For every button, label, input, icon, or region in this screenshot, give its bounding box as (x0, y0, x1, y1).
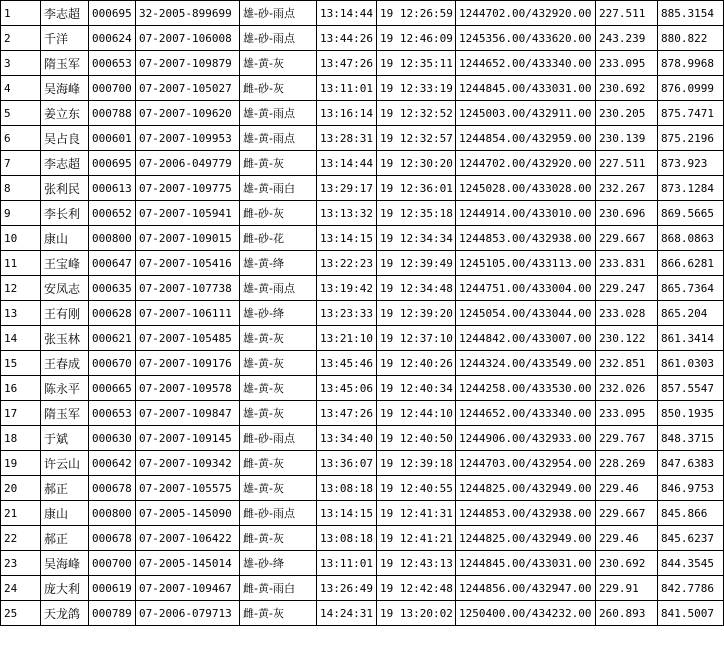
coordinates-cell: 1244652.00/433340.00 (456, 401, 596, 426)
table-row (1, 51, 724, 76)
name-cell: 庞大利 (41, 576, 89, 601)
arrival-time-cell: 19 12:30:20 (377, 151, 456, 176)
ring-number-cell: 07-2007-109578 (136, 376, 240, 401)
ring-number-cell: 07-2007-106111 (136, 301, 240, 326)
rank-cell: 2 (1, 26, 41, 51)
distance-cell: 233.028 (596, 301, 658, 326)
distance-cell: 232.026 (596, 376, 658, 401)
member-id-cell: 000628 (89, 301, 136, 326)
name-cell: 张利民 (41, 176, 89, 201)
rank-cell: 25 (1, 601, 41, 626)
bird-description-cell: 雌-砂-灰 (240, 76, 317, 101)
member-id-cell: 000652 (89, 201, 136, 226)
bird-description-cell: 雄-砂-雨点 (240, 26, 317, 51)
distance-cell: 230.122 (596, 326, 658, 351)
bird-description-cell: 雄-黄-灰 (240, 351, 317, 376)
release-time-cell: 13:21:10 (317, 326, 377, 351)
bird-description-cell: 雄-黄-绛 (240, 251, 317, 276)
coordinates-cell: 1245028.00/433028.00 (456, 176, 596, 201)
speed-cell: 873.1284 (658, 176, 724, 201)
member-id-cell: 000630 (89, 426, 136, 451)
distance-cell: 230.692 (596, 551, 658, 576)
name-cell: 于斌 (41, 426, 89, 451)
rank-cell: 20 (1, 476, 41, 501)
distance-cell: 229.667 (596, 501, 658, 526)
ring-number-cell: 07-2007-109467 (136, 576, 240, 601)
arrival-time-cell: 19 12:41:21 (377, 526, 456, 551)
bird-description-cell: 雄-黄-灰 (240, 476, 317, 501)
coordinates-cell: 1245003.00/432911.00 (456, 101, 596, 126)
release-time-cell: 13:28:31 (317, 126, 377, 151)
member-id-cell: 000635 (89, 276, 136, 301)
coordinates-cell: 1244825.00/432949.00 (456, 526, 596, 551)
coordinates-cell: 1244702.00/432920.00 (456, 1, 596, 26)
rank-cell: 6 (1, 126, 41, 151)
arrival-time-cell: 19 12:36:01 (377, 176, 456, 201)
distance-cell: 229.247 (596, 276, 658, 301)
ring-number-cell: 07-2007-109176 (136, 351, 240, 376)
release-time-cell: 13:14:15 (317, 226, 377, 251)
rank-cell: 19 (1, 451, 41, 476)
rank-cell: 15 (1, 351, 41, 376)
ring-number-cell: 07-2007-109145 (136, 426, 240, 451)
coordinates-cell: 1244324.00/433549.00 (456, 351, 596, 376)
distance-cell: 233.831 (596, 251, 658, 276)
table-row (1, 376, 724, 401)
bird-description-cell: 雌-黄-灰 (240, 151, 317, 176)
member-id-cell: 000678 (89, 526, 136, 551)
ring-number-cell: 07-2005-145090 (136, 501, 240, 526)
coordinates-cell: 1245105.00/433113.00 (456, 251, 596, 276)
ring-number-cell: 07-2007-105485 (136, 326, 240, 351)
arrival-time-cell: 19 12:39:20 (377, 301, 456, 326)
member-id-cell: 000700 (89, 76, 136, 101)
coordinates-cell: 1244702.00/432920.00 (456, 151, 596, 176)
arrival-time-cell: 19 12:26:59 (377, 1, 456, 26)
rank-cell: 23 (1, 551, 41, 576)
arrival-time-cell: 19 13:20:02 (377, 601, 456, 626)
distance-cell: 233.095 (596, 401, 658, 426)
release-time-cell: 13:11:01 (317, 76, 377, 101)
member-id-cell: 000800 (89, 501, 136, 526)
member-id-cell: 000700 (89, 551, 136, 576)
arrival-time-cell: 19 12:40:26 (377, 351, 456, 376)
bird-description-cell: 雌-黄-灰 (240, 601, 317, 626)
rank-cell: 18 (1, 426, 41, 451)
name-cell: 康山 (41, 501, 89, 526)
speed-cell: 869.5665 (658, 201, 724, 226)
rank-cell: 10 (1, 226, 41, 251)
member-id-cell: 000695 (89, 151, 136, 176)
table-row (1, 301, 724, 326)
ring-number-cell: 07-2007-106422 (136, 526, 240, 551)
member-id-cell: 000653 (89, 51, 136, 76)
coordinates-cell: 1244856.00/432947.00 (456, 576, 596, 601)
name-cell: 姜立东 (41, 101, 89, 126)
name-cell: 隋玉军 (41, 401, 89, 426)
arrival-time-cell: 19 12:32:52 (377, 101, 456, 126)
bird-description-cell: 雌-黄-灰 (240, 451, 317, 476)
speed-cell: 857.5547 (658, 376, 724, 401)
speed-cell: 848.3715 (658, 426, 724, 451)
name-cell: 王春成 (41, 351, 89, 376)
name-cell: 郝正 (41, 526, 89, 551)
distance-cell: 233.095 (596, 51, 658, 76)
rank-cell: 14 (1, 326, 41, 351)
ring-number-cell: 07-2007-109342 (136, 451, 240, 476)
table-row (1, 551, 724, 576)
rank-cell: 22 (1, 526, 41, 551)
release-time-cell: 13:08:18 (317, 526, 377, 551)
release-time-cell: 13:22:23 (317, 251, 377, 276)
name-cell: 吴占良 (41, 126, 89, 151)
table-row (1, 576, 724, 601)
speed-cell: 876.0999 (658, 76, 724, 101)
table-row (1, 226, 724, 251)
name-cell: 吴海峰 (41, 76, 89, 101)
ring-number-cell: 07-2007-109879 (136, 51, 240, 76)
speed-cell: 861.3414 (658, 326, 724, 351)
distance-cell: 227.511 (596, 1, 658, 26)
member-id-cell: 000621 (89, 326, 136, 351)
release-time-cell: 13:14:44 (317, 1, 377, 26)
member-id-cell: 000788 (89, 101, 136, 126)
bird-description-cell: 雄-砂-绛 (240, 301, 317, 326)
distance-cell: 230.139 (596, 126, 658, 151)
speed-cell: 842.7786 (658, 576, 724, 601)
coordinates-cell: 1250400.00/434232.00 (456, 601, 596, 626)
release-time-cell: 13:36:07 (317, 451, 377, 476)
speed-cell: 865.204 (658, 301, 724, 326)
member-id-cell: 000653 (89, 401, 136, 426)
rank-cell: 24 (1, 576, 41, 601)
bird-description-cell: 雌-砂-雨点 (240, 426, 317, 451)
arrival-time-cell: 19 12:34:34 (377, 226, 456, 251)
table-row (1, 526, 724, 551)
release-time-cell: 13:44:26 (317, 26, 377, 51)
rank-cell: 13 (1, 301, 41, 326)
speed-cell: 861.0303 (658, 351, 724, 376)
distance-cell: 229.46 (596, 526, 658, 551)
speed-cell: 845.866 (658, 501, 724, 526)
rank-cell: 5 (1, 101, 41, 126)
table-row (1, 401, 724, 426)
release-time-cell: 13:08:18 (317, 476, 377, 501)
coordinates-cell: 1244652.00/433340.00 (456, 51, 596, 76)
name-cell: 千洋 (41, 26, 89, 51)
name-cell: 郝正 (41, 476, 89, 501)
speed-cell: 875.7471 (658, 101, 724, 126)
distance-cell: 229.667 (596, 226, 658, 251)
arrival-time-cell: 19 12:33:19 (377, 76, 456, 101)
rank-cell: 1 (1, 1, 41, 26)
rank-cell: 8 (1, 176, 41, 201)
speed-cell: 873.923 (658, 151, 724, 176)
table-row (1, 26, 724, 51)
table-row (1, 101, 724, 126)
name-cell: 吴海峰 (41, 551, 89, 576)
speed-cell: 847.6383 (658, 451, 724, 476)
release-time-cell: 13:29:17 (317, 176, 377, 201)
release-time-cell: 13:13:32 (317, 201, 377, 226)
release-time-cell: 13:45:06 (317, 376, 377, 401)
release-time-cell: 13:11:01 (317, 551, 377, 576)
member-id-cell: 000670 (89, 351, 136, 376)
member-id-cell: 000678 (89, 476, 136, 501)
table-row (1, 126, 724, 151)
table-row (1, 151, 724, 176)
release-time-cell: 13:45:46 (317, 351, 377, 376)
ring-number-cell: 07-2007-105027 (136, 76, 240, 101)
ring-number-cell: 07-2006-049779 (136, 151, 240, 176)
table-row (1, 501, 724, 526)
bird-description-cell: 雌-砂-灰 (240, 201, 317, 226)
bird-description-cell: 雄-黄-雨点 (240, 126, 317, 151)
release-time-cell: 13:47:26 (317, 51, 377, 76)
coordinates-cell: 1244258.00/433530.00 (456, 376, 596, 401)
coordinates-cell: 1244853.00/432938.00 (456, 226, 596, 251)
name-cell: 王有刚 (41, 301, 89, 326)
ring-number-cell: 07-2006-079713 (136, 601, 240, 626)
arrival-time-cell: 19 12:44:10 (377, 401, 456, 426)
ring-number-cell: 32-2005-899699 (136, 1, 240, 26)
arrival-time-cell: 19 12:40:50 (377, 426, 456, 451)
coordinates-cell: 1244751.00/433004.00 (456, 276, 596, 301)
coordinates-cell: 1244906.00/432933.00 (456, 426, 596, 451)
table-row (1, 326, 724, 351)
ring-number-cell: 07-2007-109953 (136, 126, 240, 151)
arrival-time-cell: 19 12:41:31 (377, 501, 456, 526)
coordinates-cell: 1245054.00/433044.00 (456, 301, 596, 326)
speed-cell: 865.7364 (658, 276, 724, 301)
bird-description-cell: 雌-砂-雨点 (240, 501, 317, 526)
speed-cell: 875.2196 (658, 126, 724, 151)
rank-cell: 21 (1, 501, 41, 526)
bird-description-cell: 雄-黄-灰 (240, 401, 317, 426)
ring-number-cell: 07-2007-105575 (136, 476, 240, 501)
speed-cell: 841.5007 (658, 601, 724, 626)
ring-number-cell: 07-2005-145014 (136, 551, 240, 576)
member-id-cell: 000613 (89, 176, 136, 201)
member-id-cell: 000619 (89, 576, 136, 601)
member-id-cell: 000624 (89, 26, 136, 51)
name-cell: 李长利 (41, 201, 89, 226)
ring-number-cell: 07-2007-109015 (136, 226, 240, 251)
release-time-cell: 13:47:26 (317, 401, 377, 426)
distance-cell: 227.511 (596, 151, 658, 176)
table-row (1, 176, 724, 201)
distance-cell: 229.46 (596, 476, 658, 501)
table-row (1, 276, 724, 301)
ring-number-cell: 07-2007-109847 (136, 401, 240, 426)
arrival-time-cell: 19 12:35:11 (377, 51, 456, 76)
coordinates-cell: 1244854.00/432959.00 (456, 126, 596, 151)
coordinates-cell: 1244914.00/433010.00 (456, 201, 596, 226)
name-cell: 陈永平 (41, 376, 89, 401)
speed-cell: 880.822 (658, 26, 724, 51)
table-row (1, 251, 724, 276)
release-time-cell: 14:24:31 (317, 601, 377, 626)
coordinates-cell: 1245356.00/433620.00 (456, 26, 596, 51)
rank-cell: 9 (1, 201, 41, 226)
coordinates-cell: 1244845.00/433031.00 (456, 76, 596, 101)
table-row (1, 1, 724, 26)
arrival-time-cell: 19 12:39:18 (377, 451, 456, 476)
rank-cell: 12 (1, 276, 41, 301)
rank-cell: 4 (1, 76, 41, 101)
coordinates-cell: 1244845.00/433031.00 (456, 551, 596, 576)
coordinates-cell: 1244703.00/432954.00 (456, 451, 596, 476)
bird-description-cell: 雄-黄-雨点 (240, 101, 317, 126)
release-time-cell: 13:16:14 (317, 101, 377, 126)
release-time-cell: 13:19:42 (317, 276, 377, 301)
speed-cell: 850.1935 (658, 401, 724, 426)
release-time-cell: 13:23:33 (317, 301, 377, 326)
table-row (1, 476, 724, 501)
rank-cell: 17 (1, 401, 41, 426)
ring-number-cell: 07-2007-105941 (136, 201, 240, 226)
name-cell: 隋玉军 (41, 51, 89, 76)
bird-description-cell: 雌-黄-灰 (240, 526, 317, 551)
member-id-cell: 000789 (89, 601, 136, 626)
rank-cell: 7 (1, 151, 41, 176)
table-body (1, 1, 724, 626)
bird-description-cell: 雄-砂-雨点 (240, 1, 317, 26)
name-cell: 康山 (41, 226, 89, 251)
distance-cell: 229.91 (596, 576, 658, 601)
coordinates-cell: 1244842.00/433007.00 (456, 326, 596, 351)
arrival-time-cell: 19 12:43:13 (377, 551, 456, 576)
bird-description-cell: 雌-黄-雨白 (240, 576, 317, 601)
distance-cell: 232.851 (596, 351, 658, 376)
arrival-time-cell: 19 12:39:49 (377, 251, 456, 276)
name-cell: 李志超 (41, 151, 89, 176)
member-id-cell: 000800 (89, 226, 136, 251)
member-id-cell: 000642 (89, 451, 136, 476)
distance-cell: 229.767 (596, 426, 658, 451)
distance-cell: 230.692 (596, 76, 658, 101)
table-row (1, 601, 724, 626)
ring-number-cell: 07-2007-109775 (136, 176, 240, 201)
speed-cell: 885.3154 (658, 1, 724, 26)
arrival-time-cell: 19 12:46:09 (377, 26, 456, 51)
name-cell: 王宝峰 (41, 251, 89, 276)
member-id-cell: 000695 (89, 1, 136, 26)
bird-description-cell: 雄-黄-灰 (240, 376, 317, 401)
table-row (1, 76, 724, 101)
name-cell: 许云山 (41, 451, 89, 476)
bird-description-cell: 雄-黄-雨点 (240, 276, 317, 301)
distance-cell: 260.893 (596, 601, 658, 626)
bird-description-cell: 雌-砂-花 (240, 226, 317, 251)
rank-cell: 11 (1, 251, 41, 276)
arrival-time-cell: 19 12:40:55 (377, 476, 456, 501)
distance-cell: 230.205 (596, 101, 658, 126)
arrival-time-cell: 19 12:32:57 (377, 126, 456, 151)
arrival-time-cell: 19 12:37:10 (377, 326, 456, 351)
bird-description-cell: 雄-砂-绛 (240, 551, 317, 576)
member-id-cell: 000601 (89, 126, 136, 151)
speed-cell: 845.6237 (658, 526, 724, 551)
speed-cell: 846.9753 (658, 476, 724, 501)
arrival-time-cell: 19 12:42:48 (377, 576, 456, 601)
coordinates-cell: 1244853.00/432938.00 (456, 501, 596, 526)
release-time-cell: 13:34:40 (317, 426, 377, 451)
bird-description-cell: 雄-黄-灰 (240, 326, 317, 351)
distance-cell: 228.269 (596, 451, 658, 476)
arrival-time-cell: 19 12:34:48 (377, 276, 456, 301)
speed-cell: 868.0863 (658, 226, 724, 251)
arrival-time-cell: 19 12:40:34 (377, 376, 456, 401)
table-row (1, 351, 724, 376)
distance-cell: 243.239 (596, 26, 658, 51)
bird-description-cell: 雄-黄-雨白 (240, 176, 317, 201)
release-time-cell: 13:14:44 (317, 151, 377, 176)
table-row (1, 451, 724, 476)
ring-number-cell: 07-2007-109620 (136, 101, 240, 126)
member-id-cell: 000647 (89, 251, 136, 276)
rank-cell: 3 (1, 51, 41, 76)
member-id-cell: 000665 (89, 376, 136, 401)
speed-cell: 844.3545 (658, 551, 724, 576)
speed-cell: 878.9968 (658, 51, 724, 76)
speed-cell: 866.6281 (658, 251, 724, 276)
name-cell: 安凤志 (41, 276, 89, 301)
bird-description-cell: 雄-黄-灰 (240, 51, 317, 76)
name-cell: 李志超 (41, 1, 89, 26)
ring-number-cell: 07-2007-107738 (136, 276, 240, 301)
release-time-cell: 13:26:49 (317, 576, 377, 601)
distance-cell: 230.696 (596, 201, 658, 226)
name-cell: 张玉林 (41, 326, 89, 351)
ring-number-cell: 07-2007-106008 (136, 26, 240, 51)
release-time-cell: 13:14:15 (317, 501, 377, 526)
table-row (1, 426, 724, 451)
rank-cell: 16 (1, 376, 41, 401)
arrival-time-cell: 19 12:35:18 (377, 201, 456, 226)
distance-cell: 232.267 (596, 176, 658, 201)
ring-number-cell: 07-2007-105416 (136, 251, 240, 276)
table-row (1, 201, 724, 226)
coordinates-cell: 1244825.00/432949.00 (456, 476, 596, 501)
name-cell: 天龙鸽 (41, 601, 89, 626)
